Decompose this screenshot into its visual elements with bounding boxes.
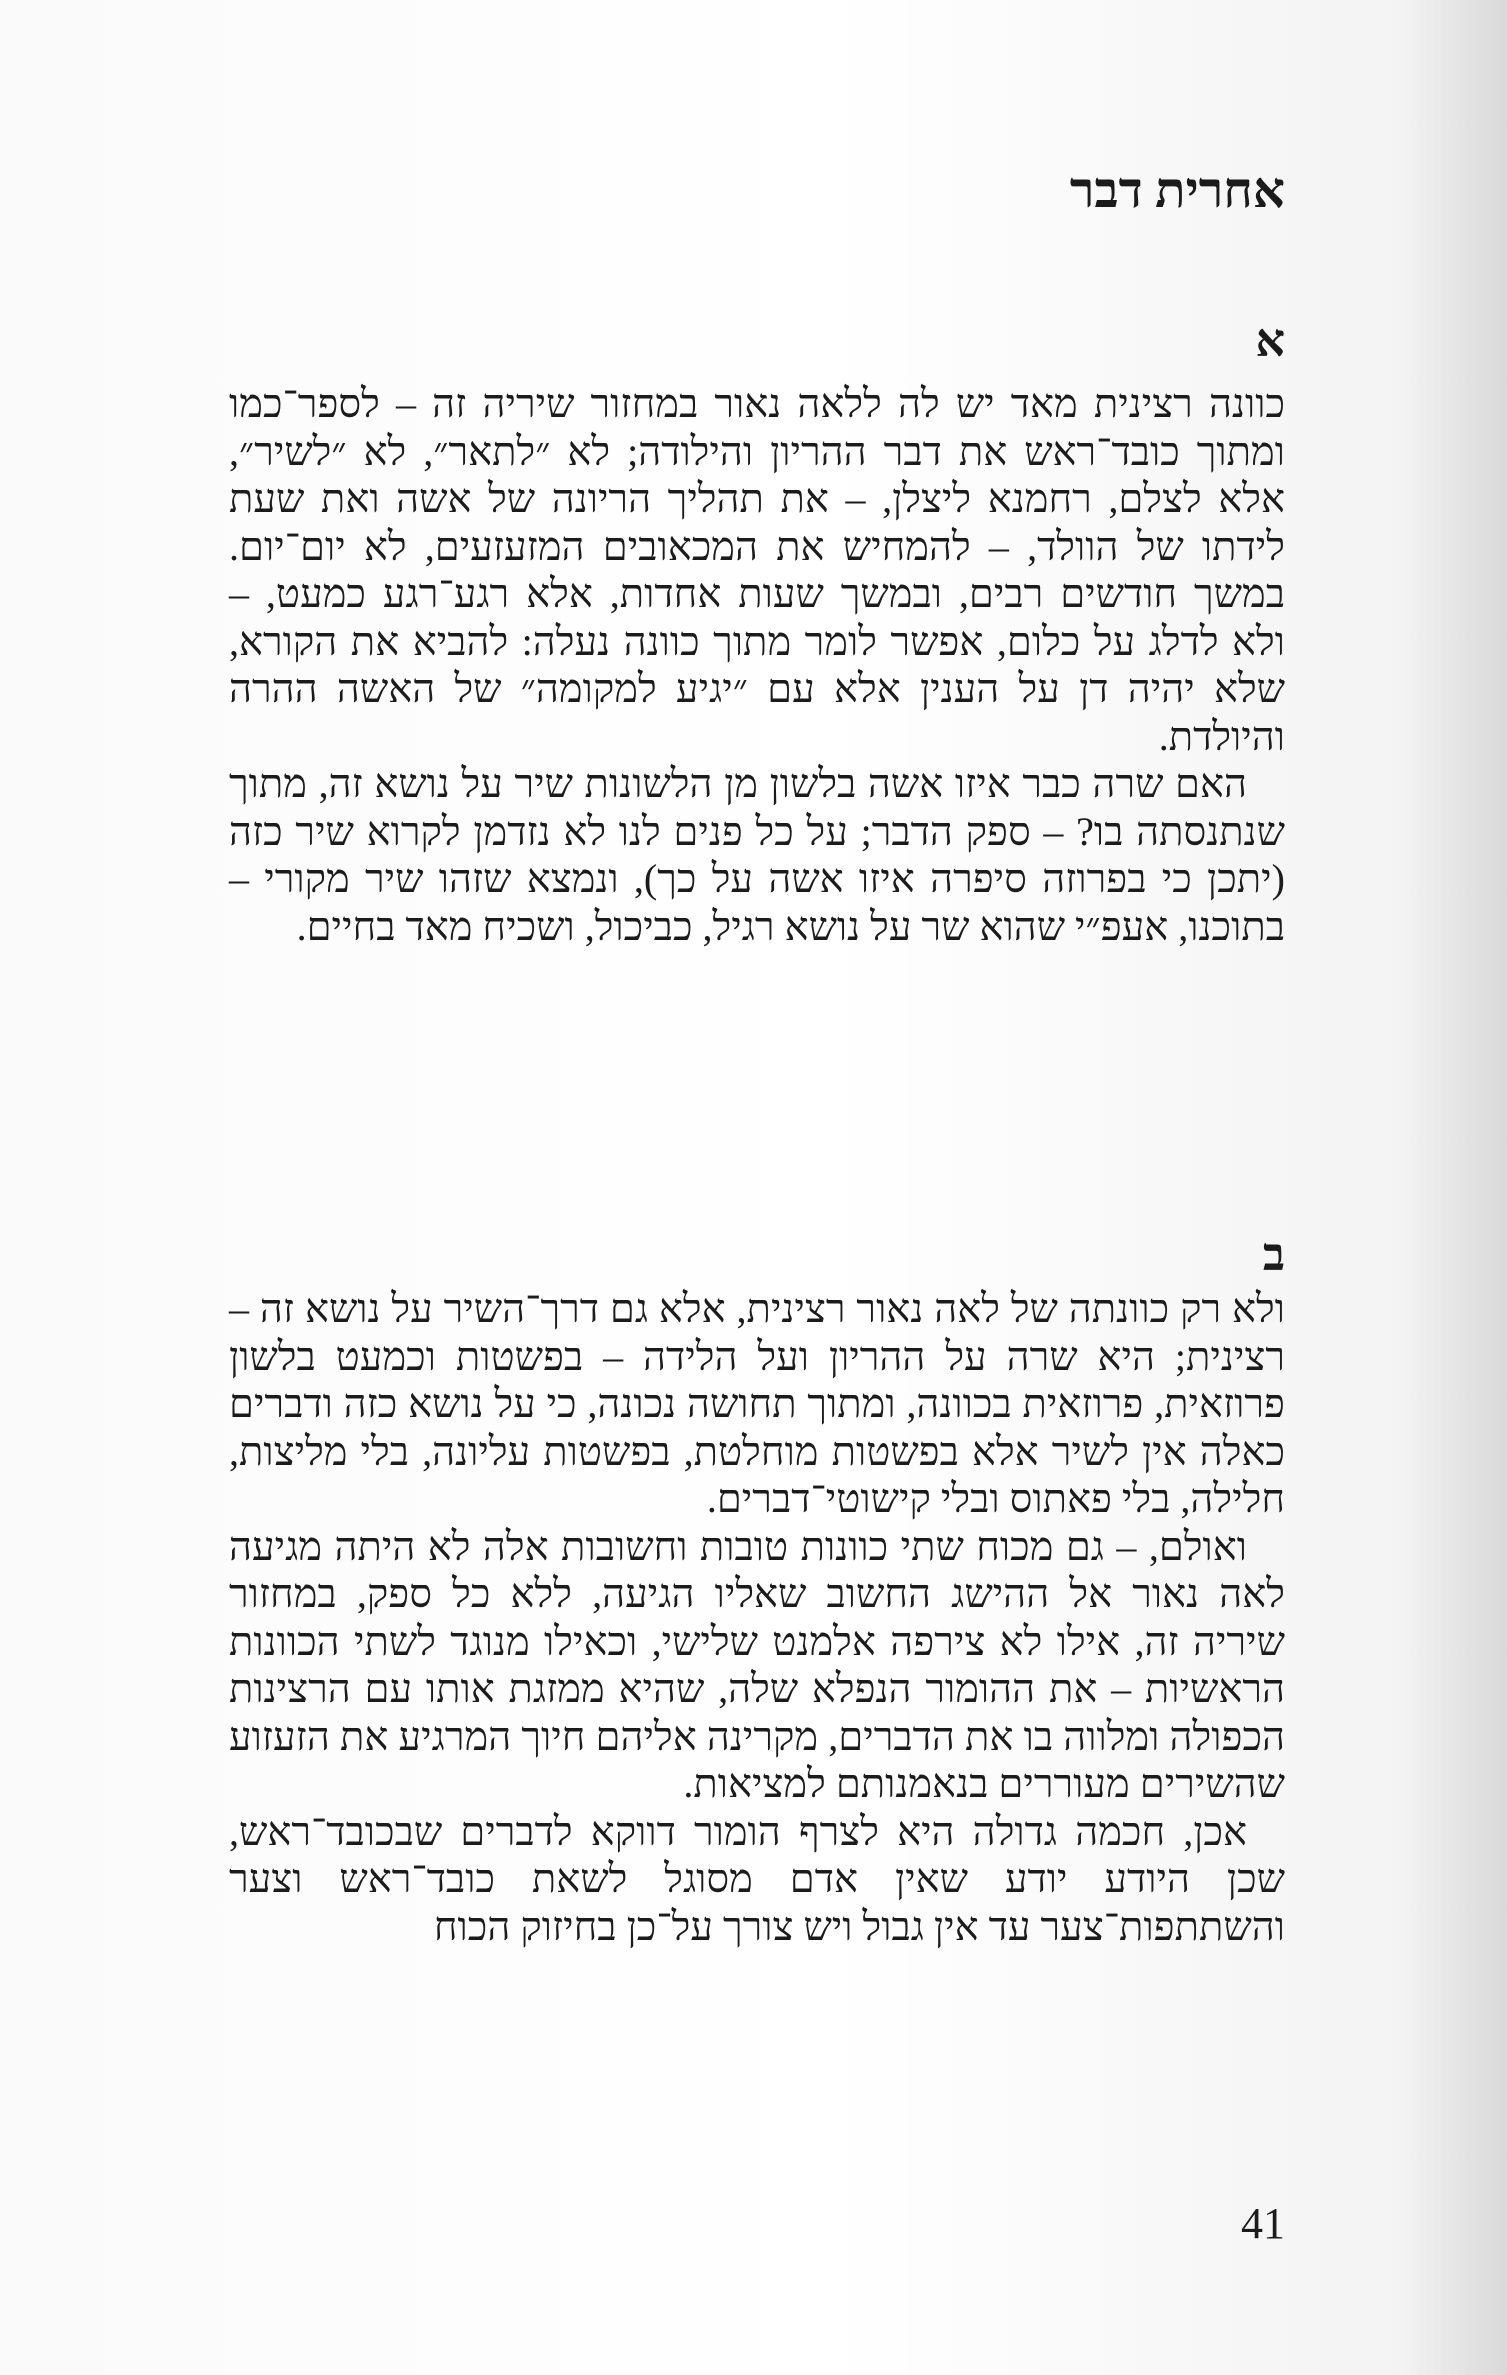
paragraph: כוונה רצינית מאד יש לה ללאה נאור במחזור שיריה זה – לספר־כמו ומתוך כובד־ראש את דבר ההריון והילודה; לא ״לתאר״, לא ״לשיר״, אלא לצלם, רחמנא ליצלן, – את תהליך הריונה של אשה ואת שעת לידתו של הוולד, – להמחיש את המכאובים המזעזעים, לא יום־יום. במשך חודשים רבים, ובמשך שעות אחדות, אלא רגע־רגע כמעט, – ולא לדלג על כלום, אפשר לומר מתוך כוונה נעלה: להביא את הקורא, שלא יהיה דן על הענין אלא עם ״יגיע למקומה״ של האשה ההרה והיולדת. (229, 381, 1285, 759)
section-letter-a: א (1255, 315, 1285, 366)
page-number: 41 (1241, 2199, 1285, 2248)
paragraph: ולא רק כוונתה של לאה נאור רצינית, אלא גם דרך־השיר על נושא זה – רצינית; היא שרה על ההריון ועל הלידה – בפשטות וכמעט בלשון פרוזאית, פרוזאית בכוונה, ומתוך תחושה נכונה, כי על נושא כזה ודברים כאלה אין לשיר אלא בפשטות מוחלטת, בפשטות עליונה, בלי מליצות, חלילה, בלי פאתוס ובלי קישוטי־דברים. (229, 1286, 1285, 1521)
paragraph: האם שרה כבר איזו אשה בלשון מן הלשונות שיר על נושא זה, מתוך שנתנסתה בו? – ספק הדבר; על כל פנים לנו לא נזדמן לקרוא שיר כזה (יתכן כי בפרוזה סיפרה איזו אשה על כך), ונמצא שזהו שיר מקורי – בתוכנו, אעפ״י שהוא שר על נושא רגיל, כביכול, ושכיח מאד בחיים. (229, 761, 1285, 949)
paragraph: ואולם, – גם מכוח שתי כוונות טובות וחשובות אלה לא היתה מגיעה לאה נאור אל ההישג החשוב שאליו הגיעה, ללא כל ספק, במחזור שיריה זה, אילו לא צירפה אלמנט שלישי, וכאילו מנוגד לשתי הכוונות הראשיות – את ההומור הנפלא שלה, שהיא ממזגת אותו עם הרצינות הכפולה ומלווה בו את הדברים, מקרינה אליהם חיוך המרגיע את הזעזוע שהשירים מעוררים בנאמנותם למציאות. (229, 1523, 1285, 1806)
section-letter-b: ב (1262, 1229, 1285, 1280)
section-a (229, 380, 1285, 950)
section-b (229, 1285, 1285, 1950)
page-title: אחרית דבר (1069, 162, 1285, 218)
paragraph: אכן, חכמה גדולה היא לצרף הומור דווקא לדברים שבכובד־ראש, שכן היודע יודע שאין אדם מסוגל לשאת כובד־ראש וצער והשתתפות־צער עד אין גבול ויש צורך על־כן בחיזוק הכוח (229, 1808, 1285, 1949)
